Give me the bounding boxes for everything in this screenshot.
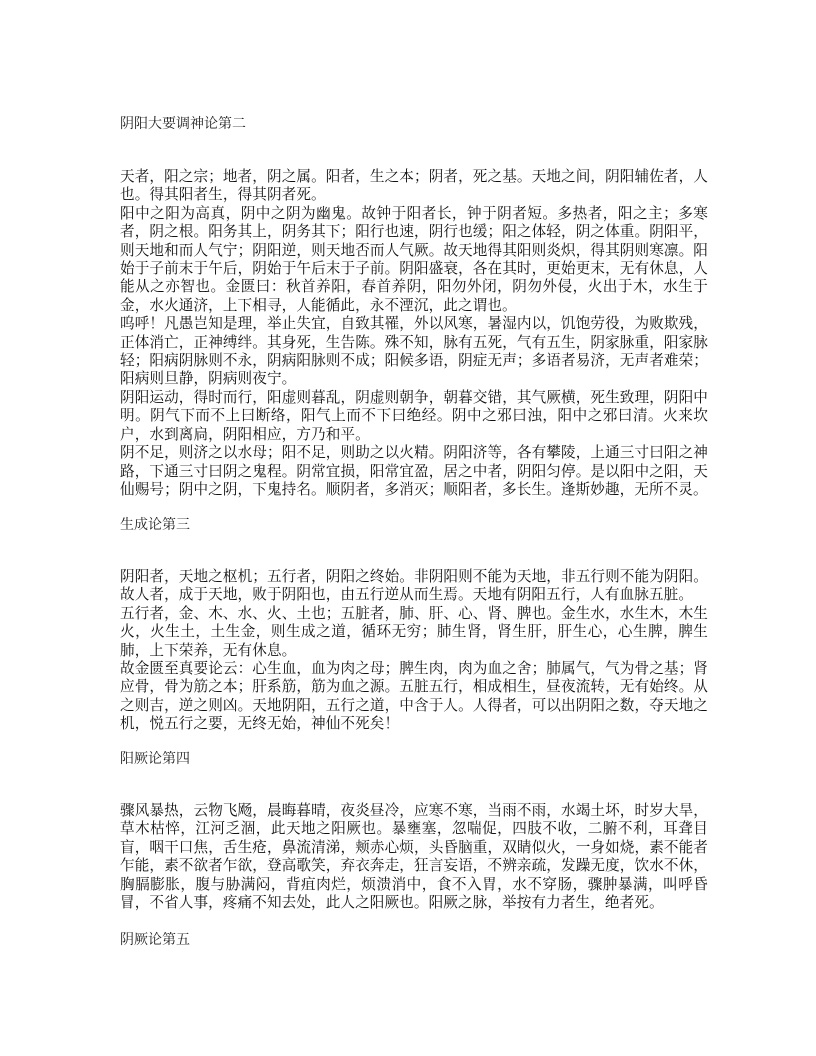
paragraph: 阴阳运动，得时而行，阳虚则暮乱，阴虚则朝争，朝暮交错，其气厥横，死生致理，阴阳中明。阴气下而不上曰断络，阳气上而不下曰绝经。阴中之邪曰浊，阳中之邪曰清。火来坎户，水到离扃，阴阳相应，方乃和平。: [120, 388, 708, 443]
section-body: [120, 168, 708, 499]
paragraph: 阳中之阳为高真，阴中之阴为幽鬼。故钟于阳者长，钟于阴者短。多热者，阳之主；多寒者，阴之根。阳务其上，阴务其下；阳行也速，阴行也缓；阳之体轻，阴之体重。阴阳平，则天地和而人气宁；阴阳逆，则天地否而人气厥。故天地得其阳则炎炽，得其阴则寒凛。阳始于子前末于午后，阴始于午后末于子前。阴阳盛衰，各在其时，更始更末，无有休息，人能从之亦智也。金匮曰：秋首养阳，春首养阴，阳勿外闭，阴勿外侵，火出于木，水生于金，水火通济，上下相寻，人能循此，永不湮沉，此之谓也。: [120, 204, 708, 314]
paragraph: 天者，阳之宗；地者，阴之属。阳者，生之本；阴者，死之基。天地之间，阴阳辅佐者，人也。得其阳者生，得其阴者死。: [120, 168, 708, 204]
section-heading: 生成论第三: [120, 517, 190, 533]
paragraph: 五行者，金、木、水、火、土也；五脏者，肺、肝、心、肾、脾也。金生水，水生木，木生火，火生土，土生金，则生成之道，循环无穷；肺生肾，肾生肝，肝生心，心生脾，脾生肺，上下荣养，无有休息。: [120, 604, 708, 659]
section-heading: 阴厥论第五: [120, 932, 190, 948]
section-body: [120, 568, 708, 734]
paragraph: 阴不足，则济之以水母；阳不足，则助之以火精。阴阳济等，各有攀陵，上通三寸曰阳之神路，下通三寸曰阴之鬼程。阴常宜损，阳常宜盈，居之中者，阴阳匀停。是以阳中之阳，天仙赐号；阴中之阴，下鬼持名。顺阴者，多消灭；顺阳者，多长生。逢斯妙趣，无所不灵。: [120, 444, 708, 498]
section-heading: 阳厥论第四: [120, 751, 190, 767]
paragraph: 阴阳者，天地之枢机；五行者，阴阳之终始。非阴阳则不能为天地，非五行则不能为阴阳。故人者，成于天地，败于阴阳也，由五行逆从而生焉。天地有阴阳五行，人有血脉五脏。: [120, 568, 708, 604]
section-body: [120, 802, 708, 912]
paragraph: 故金匮至真要论云：心生血，血为肉之母；脾生肉，肉为血之舍；肺属气，气为骨之基；肾应骨，骨为筋之本；肝系筋，筋为血之源。五脏五行，相成相生，昼夜流转，无有始终。从之则吉，逆之则凶。天地阴阳，五行之道，中含于人。人得者，可以出阴阳之数，夺天地之机，悦五行之要，无终无始，神仙不死矣！: [120, 660, 708, 733]
paragraph: 骤风暴热，云物飞飏，晨晦暮晴，夜炎昼冷，应寒不寒，当雨不雨，水竭土坏，时岁大旱，草木枯悴，江河乏涸，此天地之阳厥也。暴壅塞，忽喘促，四肢不收，二腑不利，耳聋目盲，咽干口焦，舌生疮，鼻流清涕，颊赤心烦，头昏脑重，双睛似火，一身如烧，素不能者乍能，素不欲者乍欲，登高歌笑，弃衣奔走，狂言妄语，不辨亲疏，发躁无度，饮水不休，胸膈膨胀，腹与胁满闷，背疽肉烂，烦溃消中，食不入胃，水不穿肠，骤肿暴满，叫呼昏冒，不省人事，疼痛不知去处，此人之阳厥也。阳厥之脉，举按有力者生，绝者死。: [120, 802, 708, 912]
paragraph: 呜呼！凡愚岂知是理，举止失宜，自致其罹，外以风寒，暑湿内以，饥饱劳役，为败欺残，正体消亡，正神缚绊。其身死，生告陈。殊不知，脉有五死，气有五生，阴家脉重，阳家脉轻；阳病阴脉则不永，阴病阳脉则不成；阳候多语，阴症无声；多语者易济，无声者难荣；阳病则旦静，阴病则夜宁。: [120, 315, 708, 388]
section-heading: 阴阳大要调神论第二: [120, 116, 246, 132]
